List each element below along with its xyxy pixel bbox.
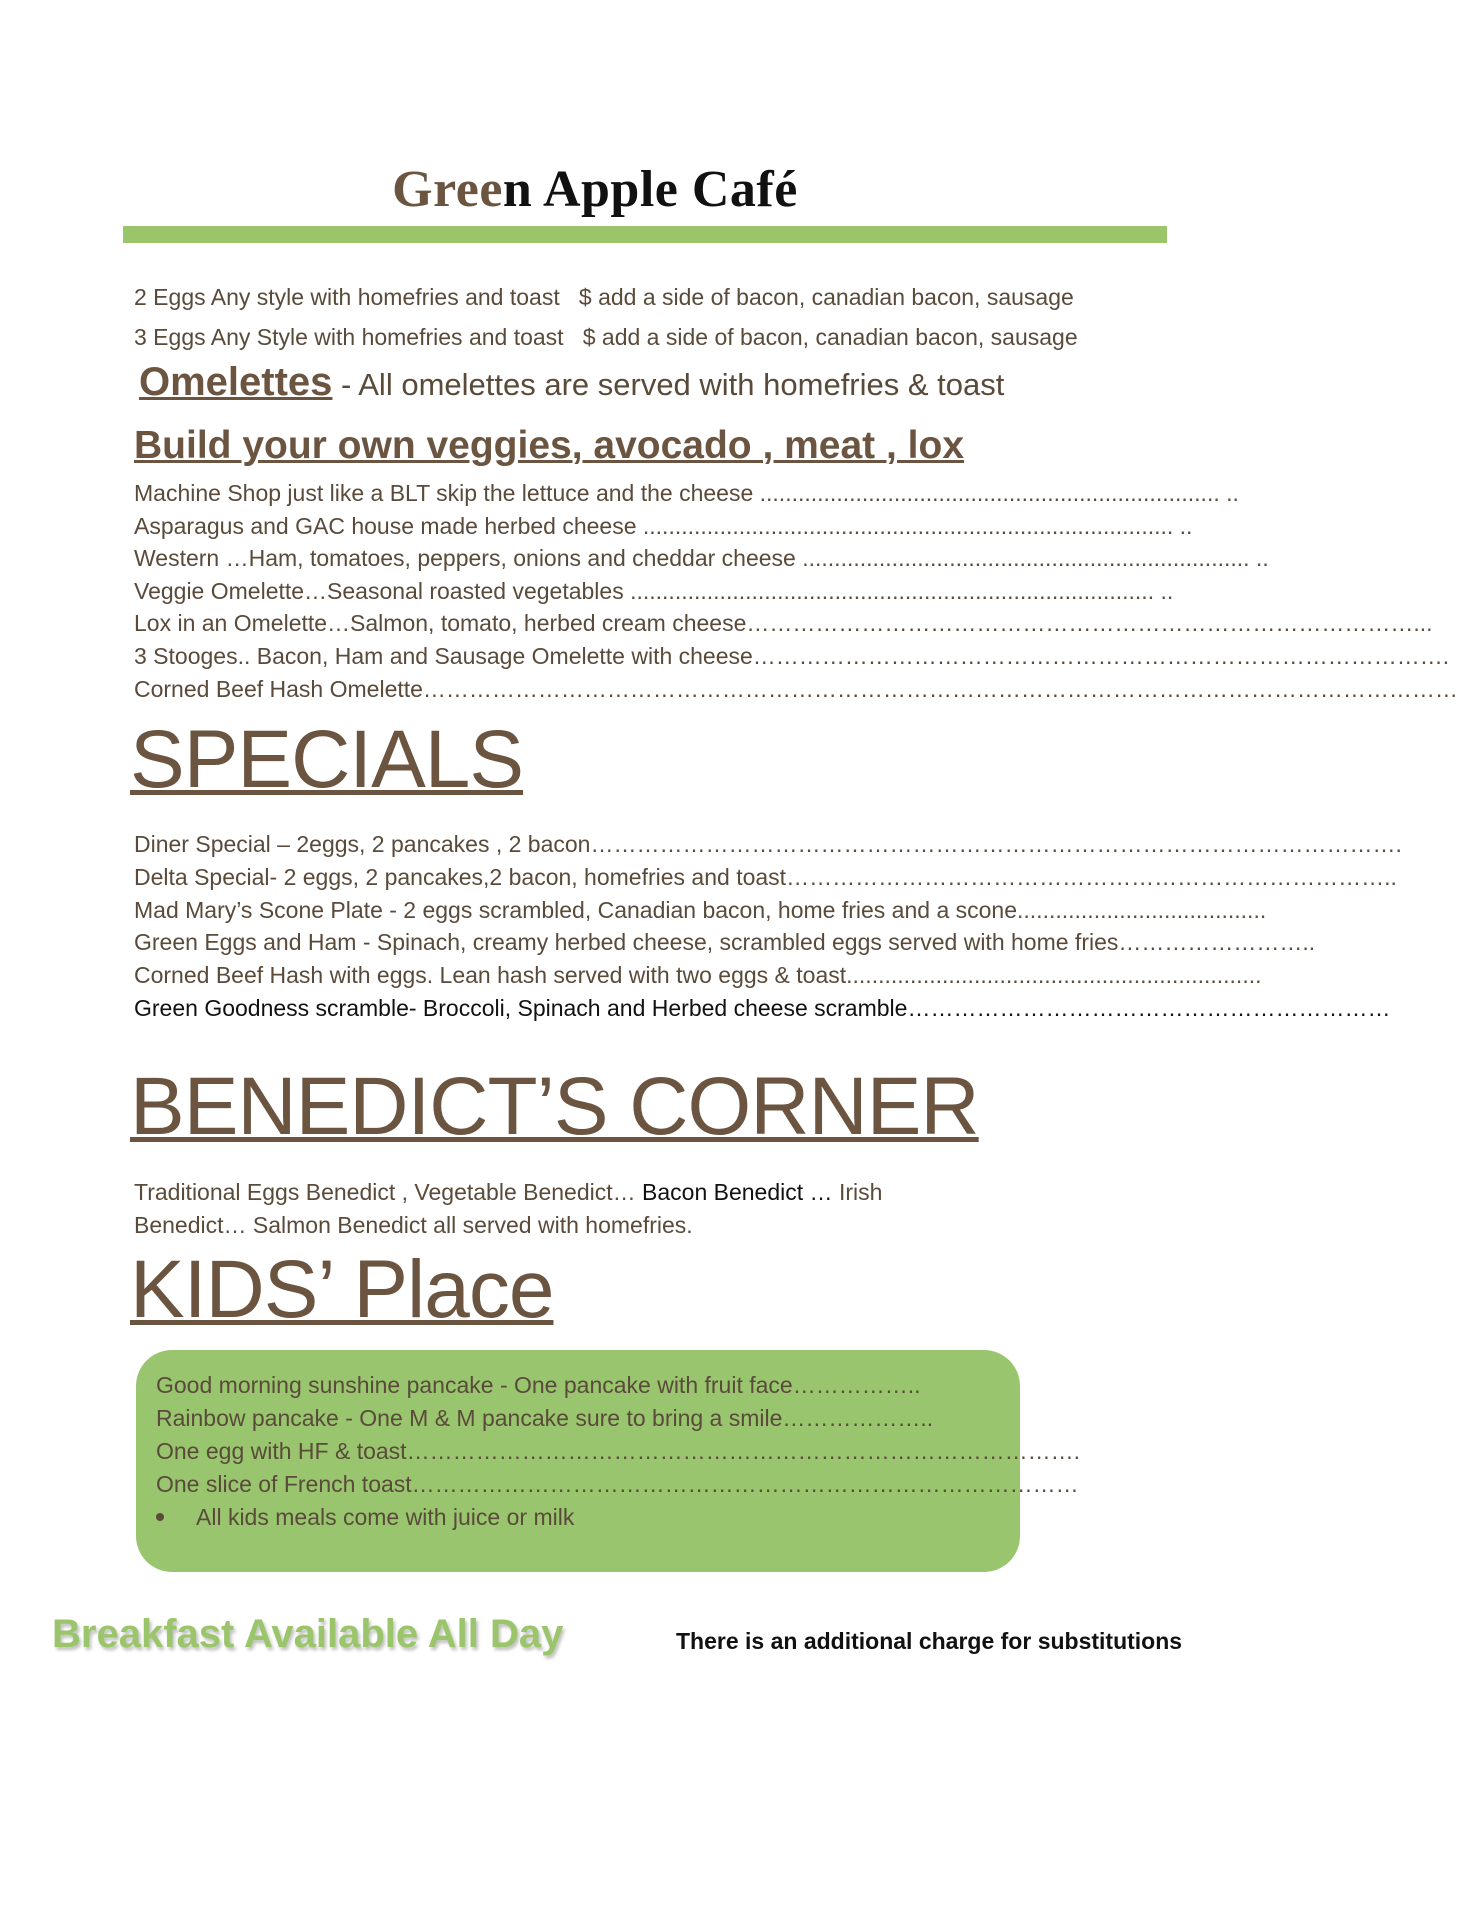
omelette-item: Asparagus and GAC house made herbed cheese ................................................................................... .. <box>134 513 1193 539</box>
omelette-item: Machine Shop just like a BLT skip the lettuce and the cheese ........................................................................ .. <box>134 480 1239 506</box>
cafe-title <box>0 160 1190 220</box>
kids-bullet <box>156 1502 574 1532</box>
special-item: Diner Special – 2eggs, 2 pancakes , 2 bacon……………………………………………………………………………………………. <box>134 831 1402 857</box>
omelettes-heading-line <box>139 360 1004 405</box>
breakfast-all-day: Breakfast Available All Day <box>52 1612 564 1656</box>
special-item: Corned Beef Hash with eggs. Lean hash served with two eggs & toast................................................................. <box>134 962 1262 988</box>
build-your-own-heading: Build your own veggies, avocado , meat , lox <box>134 424 965 467</box>
benedicts-text-part2: Bacon Benedict … <box>642 1179 839 1205</box>
omelette-item: 3 Stooges.. Bacon, Ham and Sausage Omelette with cheese………………………………………………………………………………. <box>134 643 1450 669</box>
omelette-item: Lox in an Omelette…Salmon, tomato, herbed cream cheese……………………………………………………………………………... <box>134 610 1433 636</box>
kids-item: Good morning sunshine pancake - One pancake with fruit face…………….. <box>156 1372 921 1398</box>
omelettes-heading: Omelettes <box>139 360 333 404</box>
benedicts-heading: BENEDICT’S CORNER <box>130 1061 979 1152</box>
kids-item: Rainbow pancake - One M & M pancake sure to bring a smile……………….. <box>156 1405 934 1431</box>
kids-item: One slice of French toast…………………………………………………………………………… <box>156 1471 1079 1497</box>
eggs-item-2: 2 Eggs Any style with homefries and toast $ add a side of bacon, canadian bacon, sausage <box>134 284 1074 310</box>
benedicts-description <box>134 1176 974 1242</box>
special-item: Green Eggs and Ham - Spinach, creamy herbed cheese, scrambled eggs served with home fries…………………….. <box>134 929 1316 955</box>
cafe-title-part1: Gree <box>392 161 503 218</box>
specials-heading: SPECIALS <box>130 714 524 805</box>
special-item: Green Goodness scramble- Broccoli, Spinach and Herbed cheese scramble……………………………………………………… <box>134 995 1391 1021</box>
bullet-icon <box>156 1513 164 1521</box>
kids-bullet-text: All kids meals come with juice or milk <box>196 1504 575 1530</box>
substitution-note: There is an additional charge for substitutions <box>676 1628 1183 1654</box>
omelettes-note: - All omelettes are served with homefries & toast <box>332 367 1005 402</box>
eggs-item-3: 3 Eggs Any Style with homefries and toast $ add a side of bacon, canadian bacon, sausage <box>134 324 1078 350</box>
kids-heading: KIDS’ Place <box>130 1244 554 1335</box>
special-item: Mad Mary’s Scone Plate - 2 eggs scrambled, Canadian bacon, home fries and a scone....................................... <box>134 897 1267 923</box>
cafe-title-part2: n Apple Café <box>502 161 798 218</box>
benedicts-text-part3: Irish Benedict… Salmon Benedict all served with homefries. <box>134 1179 883 1238</box>
kids-item: One egg with HF & toast……………………………………………………………………………. <box>156 1438 1080 1464</box>
title-underline-bar <box>123 226 1167 243</box>
omelette-item: Corned Beef Hash Omelette……………………………………………………………………………………………………………………… <box>134 676 1458 702</box>
omelette-item: Western …Ham, tomatoes, peppers, onions and cheddar cheese ...................................................................... .. <box>134 545 1269 571</box>
omelette-item: Veggie Omelette…Seasonal roasted vegetables .................................................................................. .. <box>134 578 1174 604</box>
benedicts-text-part1: Traditional Eggs Benedict , Vegetable Benedict… <box>134 1179 643 1205</box>
special-item: Delta Special- 2 eggs, 2 pancakes,2 bacon, homefries and toast…………………………………………………………………….. <box>134 864 1397 890</box>
